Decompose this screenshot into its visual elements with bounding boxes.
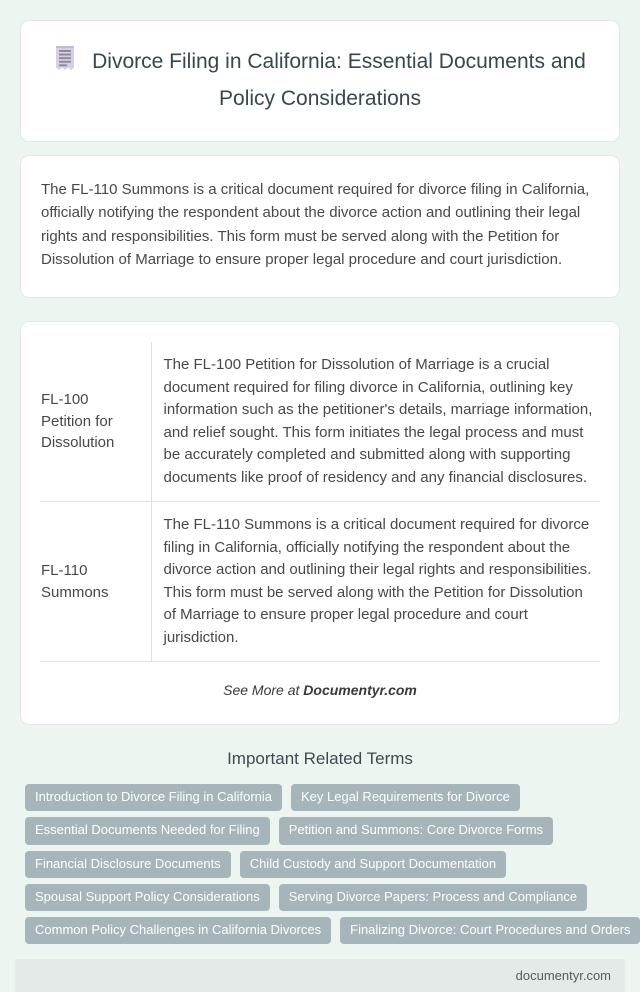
- see-more-prefix: See More at: [223, 682, 304, 699]
- related-term-tag[interactable]: Serving Divorce Papers: Process and Compliance: [279, 884, 587, 911]
- terms-table: [41, 342, 599, 662]
- related-term-tag[interactable]: Financial Disclosure Documents: [25, 851, 231, 878]
- see-more-site-link[interactable]: Documentyr.com: [303, 682, 417, 699]
- related-terms-heading: Important Related Terms: [227, 749, 413, 769]
- related-term-tag[interactable]: Petition and Summons: Core Divorce Forms: [279, 817, 553, 844]
- footer-site-text: documentyr.com: [515, 968, 611, 984]
- related-term-tag[interactable]: Spousal Support Policy Considerations: [25, 884, 270, 911]
- tag-row: [25, 817, 615, 844]
- header-card: [20, 20, 620, 142]
- see-more-line: [41, 682, 599, 698]
- tag-row: [25, 884, 615, 911]
- related-term-tag[interactable]: Common Policy Challenges in California Divorces: [25, 917, 331, 944]
- tag-row: [25, 851, 615, 878]
- related-term-tag[interactable]: Child Custody and Support Documentation: [240, 851, 506, 878]
- terms-table-card: [20, 321, 620, 725]
- term-description: The FL-110 Summons is a critical document required for divorce filing in California, officially notifying the respondent about the divorce action and outlining their legal rights and responsibilities. This form must be served along with the Petition for Dissolution of Marriage to ensure proper legal procedure and court jurisdiction.: [151, 502, 599, 662]
- tag-row: [25, 784, 615, 811]
- term-label: FL-110 Summons: [41, 502, 151, 662]
- related-term-tag[interactable]: Introduction to Divorce Filing in California: [25, 784, 282, 811]
- related-term-tag[interactable]: Key Legal Requirements for Divorce: [291, 784, 520, 811]
- summary-card: [20, 155, 620, 298]
- related-term-tag[interactable]: Essential Documents Needed for Filing: [25, 817, 270, 844]
- page-title-text: Divorce Filing in California: Essential Documents and Policy Considerations: [92, 50, 586, 110]
- table-row: [41, 342, 599, 502]
- related-term-tag[interactable]: Finalizing Divorce: Court Procedures and Orders: [340, 917, 640, 944]
- tag-row: [25, 917, 631, 944]
- summary-text: The FL-110 Summons is a critical document required for divorce filing in California, officially notifying the respondent about the divorce action and outlining their legal rights and responsibilities. This form must be served along with the Petition for Dissolution of Marriage to ensure proper legal procedure and court jurisdiction.: [41, 181, 590, 268]
- related-terms-list: [25, 784, 631, 944]
- table-row: [41, 502, 599, 662]
- page-title: [51, 45, 589, 115]
- term-description: The FL-100 Petition for Dissolution of Marriage is a crucial document required for filing divorce in California, outlining key information such as the petitioner's details, marriage information, and relief sought. This form initiates the legal process and must be accurately completed and submitted along with supporting documents like proof of residency and any financial disclosures.: [151, 342, 599, 502]
- footer-bar: [15, 959, 625, 992]
- receipt-icon: [54, 45, 76, 83]
- term-label: FL-100 Petition for Dissolution: [41, 342, 151, 502]
